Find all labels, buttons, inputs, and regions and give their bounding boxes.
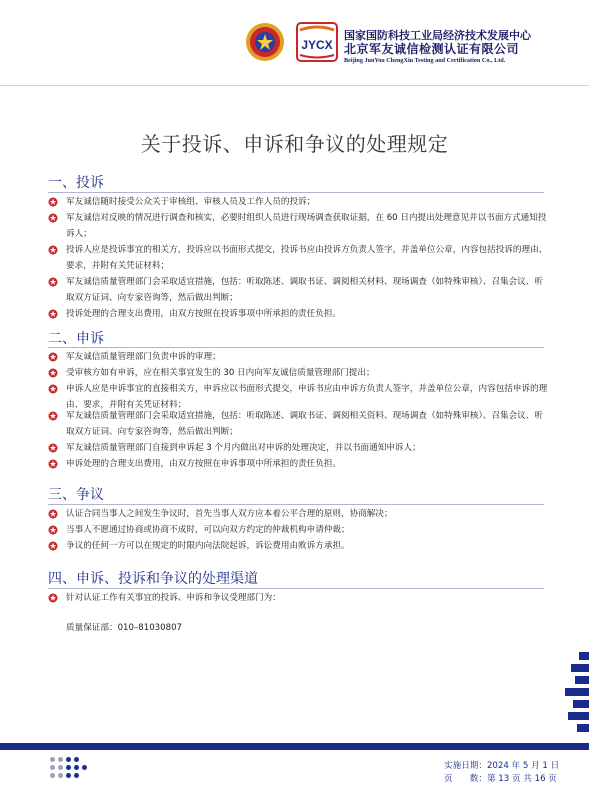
list-item: 受审核方如有申诉，应在相关事宜发生的 30 日内向军友诚信质量管理部门提出； [48,365,548,381]
header-divider [0,85,589,86]
footer-info [444,760,559,786]
section-divider [48,588,544,589]
star-bullet-icon [48,213,58,223]
logo-text: JYCX [301,38,333,52]
org-name-cn-1: 国家国防科技工业局经济技术发展中心 [344,29,531,42]
list-item: 军友诚信质量管理部门会采取适宜措施，包括：听取陈述、调取书证、调阅相关材料、现场调查（如特殊审核）、召集会议、听取双方证词、向专家咨询等，然后做出判断； [48,274,548,306]
section-divider [48,504,544,505]
section-heading-complaint: 一、投诉 [48,175,104,191]
list-item: 针对认证工作有关事宜的投诉、申诉和争议受理部门为： [48,590,548,606]
decorative-bar [577,724,589,732]
star-bullet-icon [48,411,58,421]
list-item: 军友诚信质量管理部门会采取适宜措施，包括：听取陈述、调取书证、调阅相关资料、现场调查（如特殊审核）、召集会议、听取双方证词、向专家咨询等，然后做出判断； [48,408,548,440]
list-item: 申诉处理的合理支出费用，由双方按照在申诉事项中所承担的责任负担。 [48,456,548,472]
national-emblem-icon [245,22,285,62]
list-item: 当事人不愿通过协商或协商不成时，可以向双方约定的仲裁机构申请仲裁； [48,522,548,538]
list-item: 投诉人应是投诉事宜的相关方，投诉应以书面形式提交，投诉书应由投诉方负责人签字，并盖单位公章，内容包括投诉的理由、要求，并附有关凭证材料； [48,242,548,274]
star-bullet-icon [48,525,58,535]
list-item: 军友诚信对反映的情况进行调查和核实，必要时组织人员进行现场调查获取证据，在 60 日内提出处理意见并以书面方式通知投诉人； [48,210,548,242]
decorative-bar [573,700,589,708]
star-bullet-icon [48,384,58,394]
star-bullet-icon [48,509,58,519]
section-heading-appeal: 二、申诉 [48,331,104,347]
star-bullet-icon [48,541,58,551]
star-bullet-icon [48,197,58,207]
decorative-bar [571,664,589,672]
section-heading-channels: 四、申诉、投诉和争议的处理渠道 [48,571,258,587]
star-bullet-icon [48,277,58,287]
star-bullet-icon [48,245,58,255]
decorative-bar [565,688,589,696]
star-bullet-icon [48,309,58,319]
org-name-en: Beijing JunYou ChengXin Testing and Certification Co., Ltd. [344,57,506,64]
list-item: 军友诚信质量管理部门自接到申诉起 3 个月内做出对申诉的处理决定，并以书面通知申诉人； [48,440,548,456]
jycx-logo-icon [296,22,338,62]
star-bullet-icon [48,352,58,362]
org-name-cn-2: 北京军友诚信检测认证有限公司 [344,42,520,56]
decorative-bar [568,712,589,720]
list-item: 军友诚信随时接受公众关于审核组、审核人员及工作人员的投诉； [48,194,548,210]
star-bullet-icon [48,368,58,378]
section-divider [48,192,544,193]
list-item: 争议的任何一方可以在规定的时限内向法院起诉，诉讼费用由败诉方承担。 [48,538,548,554]
section-divider [48,347,544,348]
star-bullet-icon [48,593,58,603]
list-item: 投诉处理的合理支出费用，由双方按照在投诉事项中所承担的责任负担。 [48,306,548,322]
contact-phone: 质量保证部：010–81030807 [66,623,183,633]
decorative-bar [575,676,589,684]
footer-band [0,743,589,750]
list-item: 申诉人应是申诉事宜的直接相关方，申诉应以书面形式提交，申诉书应由申诉方负责人签字，并盖单位公章，内容包括申诉的理由、要求，并附有关凭证材料； [48,381,548,413]
decorative-bar [579,652,589,660]
page-number: 页 数：第 13 页 共 16 页 [444,774,557,784]
list-item: 认证合同当事人之间发生争议时，首先当事人双方应本着公平合理的原则，协商解决； [48,506,548,522]
document-title: 关于投诉、申诉和争议的处理规定 [140,132,449,156]
star-bullet-icon [48,459,58,469]
section-heading-dispute: 三、争议 [48,487,104,503]
list-item: 军友诚信质量管理部门负责申诉的审理； [48,349,548,365]
star-bullet-icon [48,443,58,453]
effective-date: 实施日期：2024 年 5 月 1 日 [444,761,560,771]
page-header [0,0,589,110]
